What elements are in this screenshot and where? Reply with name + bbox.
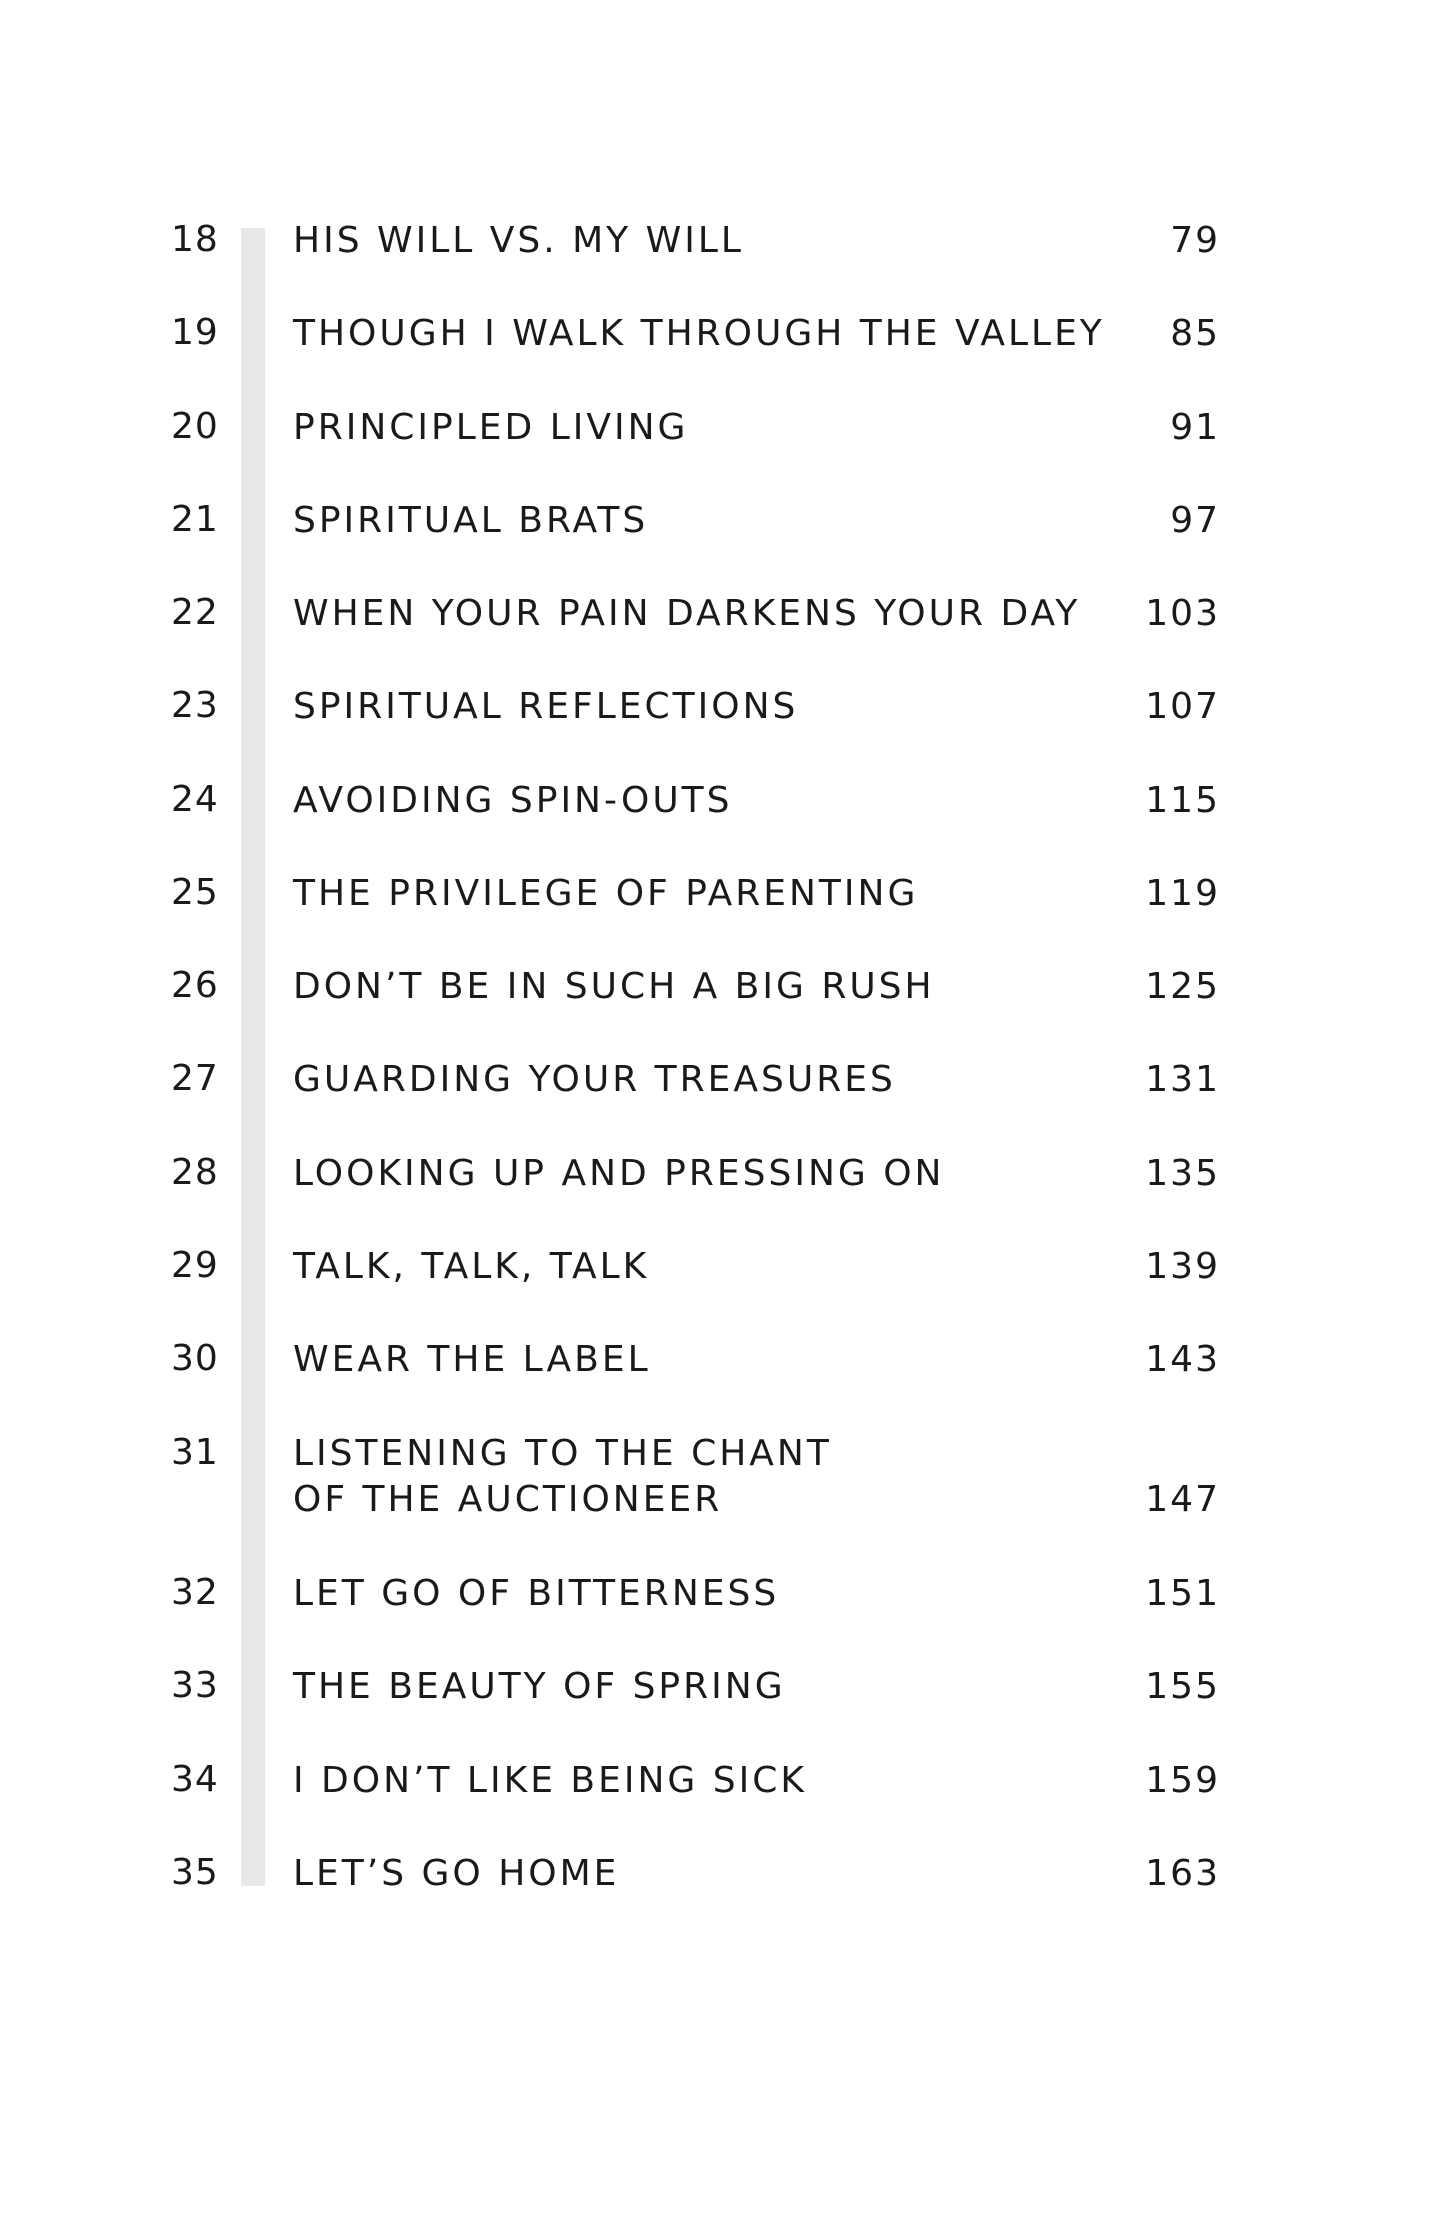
chapter-title: GUARDING YOUR TREASURES xyxy=(293,1059,896,1100)
toc-entry xyxy=(0,1664,1445,1724)
chapter-page-number: 163 xyxy=(1145,1853,1220,1894)
chapter-title: THE PRIVILEGE OF PARENTING xyxy=(293,873,919,914)
chapter-number: 18 xyxy=(171,219,219,260)
chapter-title: AVOIDING SPIN-OUTS xyxy=(293,780,733,821)
chapter-title: LOOKING UP AND PRESSING ON xyxy=(293,1153,945,1194)
chapter-page-number: 79 xyxy=(1170,220,1220,261)
chapter-page-number: 103 xyxy=(1145,593,1220,634)
chapter-title-line: LISTENING TO THE CHANT xyxy=(293,1433,832,1474)
toc-entry xyxy=(0,1244,1445,1304)
chapter-title: THOUGH I WALK THROUGH THE VALLEY xyxy=(293,313,1105,354)
chapter-number: 25 xyxy=(171,872,219,913)
toc-entry xyxy=(0,591,1445,651)
chapter-number: 22 xyxy=(171,592,219,633)
chapter-title: TALK, TALK, TALK xyxy=(293,1246,650,1287)
toc-entry xyxy=(0,964,1445,1024)
chapter-number: 21 xyxy=(171,499,219,540)
toc-entry xyxy=(0,1431,1445,1541)
toc-entry xyxy=(0,684,1445,744)
chapter-page-number: 155 xyxy=(1145,1666,1220,1707)
chapter-number: 28 xyxy=(171,1152,219,1193)
chapter-number: 35 xyxy=(171,1852,219,1893)
chapter-page-number: 115 xyxy=(1145,780,1220,821)
chapter-title-line: OF THE AUCTIONEER xyxy=(293,1479,723,1520)
chapter-number: 27 xyxy=(171,1058,219,1099)
chapter-number: 34 xyxy=(171,1759,219,1800)
chapter-page-number: 151 xyxy=(1145,1573,1220,1614)
chapter-number: 29 xyxy=(171,1245,219,1286)
chapter-number: 26 xyxy=(171,965,219,1006)
chapter-number: 19 xyxy=(171,312,219,353)
toc-entry xyxy=(0,1151,1445,1211)
toc-entry xyxy=(0,871,1445,931)
toc-entry xyxy=(0,218,1445,278)
toc-entry xyxy=(0,1851,1445,1911)
chapter-title: SPIRITUAL REFLECTIONS xyxy=(293,686,799,727)
chapter-title: WEAR THE LABEL xyxy=(293,1339,651,1380)
toc-entry xyxy=(0,1571,1445,1631)
chapter-title: PRINCIPLED LIVING xyxy=(293,407,689,448)
chapter-title: SPIRITUAL BRATS xyxy=(293,500,649,541)
chapter-title: HIS WILL VS. MY WILL xyxy=(293,220,744,261)
chapter-page-number: 91 xyxy=(1170,407,1220,448)
chapter-title: THE BEAUTY OF SPRING xyxy=(293,1666,786,1707)
chapter-page-number: 139 xyxy=(1145,1246,1220,1287)
chapter-page-number: 125 xyxy=(1145,966,1220,1007)
chapter-title: LET’S GO HOME xyxy=(293,1853,620,1894)
chapter-page-number: 143 xyxy=(1145,1339,1220,1380)
chapter-page-number: 85 xyxy=(1170,313,1220,354)
chapter-number: 30 xyxy=(171,1338,219,1379)
toc-entry xyxy=(0,1337,1445,1397)
chapter-page-number: 97 xyxy=(1170,500,1220,541)
chapter-page-number: 107 xyxy=(1145,686,1220,727)
toc-entry xyxy=(0,778,1445,838)
chapter-title xyxy=(293,1431,1113,1523)
toc-entry xyxy=(0,311,1445,371)
chapter-title: DON’T BE IN SUCH A BIG RUSH xyxy=(293,966,935,1007)
toc-entry xyxy=(0,498,1445,558)
chapter-number: 32 xyxy=(171,1572,219,1613)
chapter-number: 23 xyxy=(171,685,219,726)
chapter-title: I DON’T LIKE BEING SICK xyxy=(293,1760,807,1801)
toc-entry xyxy=(0,1758,1445,1818)
chapter-number: 31 xyxy=(171,1432,219,1473)
chapter-page-number: 131 xyxy=(1145,1059,1220,1100)
chapter-number: 33 xyxy=(171,1665,219,1706)
chapter-title: LET GO OF BITTERNESS xyxy=(293,1573,780,1614)
toc-entry xyxy=(0,1057,1445,1117)
chapter-title: WHEN YOUR PAIN DARKENS YOUR DAY xyxy=(293,593,1081,634)
chapter-page-number: 119 xyxy=(1145,873,1220,914)
toc-entry xyxy=(0,405,1445,465)
chapter-page-number: 135 xyxy=(1145,1153,1220,1194)
chapter-page-number: 147 xyxy=(1145,1479,1220,1520)
chapter-number: 20 xyxy=(171,406,219,447)
chapter-number: 24 xyxy=(171,779,219,820)
chapter-page-number: 159 xyxy=(1145,1760,1220,1801)
